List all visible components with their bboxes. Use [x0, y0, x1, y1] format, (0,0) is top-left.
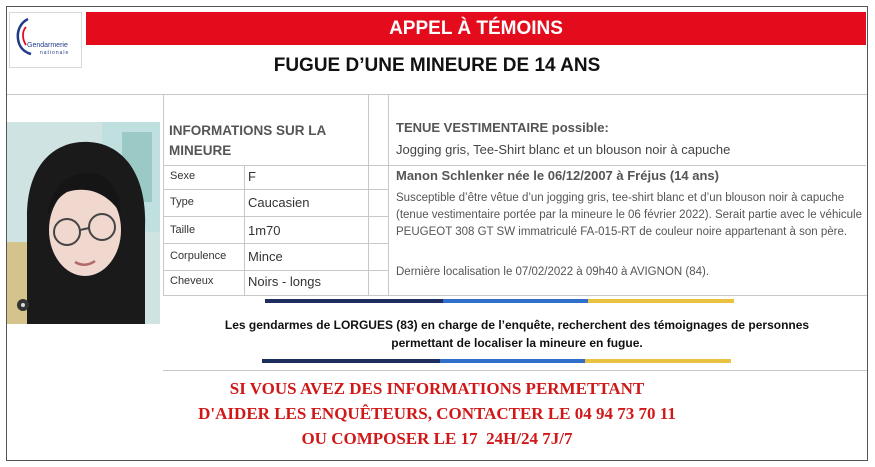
clothing-text: Jogging gris, Tee-Shirt blanc et un blouson noir à capuche [396, 142, 731, 157]
info-title-border [163, 165, 388, 166]
notice-line-2: permettant de localiser la mineure en fugue. [391, 336, 643, 350]
row-value-sexe: F [248, 169, 256, 184]
row-label-cheveux: Cheveux [170, 275, 214, 287]
row-value-cheveux: Noirs - longs [248, 274, 321, 289]
cta-line-1: SI VOUS AVEZ DES INFORMATIONS PERMETTANT [229, 379, 645, 398]
missing-person-photo [7, 122, 160, 324]
row-label-taille: Taille [170, 224, 196, 236]
table-divider-value [368, 94, 369, 296]
table-divider-spacer [388, 94, 389, 296]
page-title: FUGUE D’UNE MINEURE DE 14 ANS [273, 55, 601, 76]
gendarmerie-logo [9, 12, 82, 68]
table-top-border [7, 94, 867, 95]
cta-line-2: D'AIDER LES ENQUÊTEURS, CONTACTER LE 04 94 73 70 11 [198, 404, 676, 423]
row-border [163, 189, 388, 190]
notice-line-1: Les gendarmes de LORGUES (83) en charge de l’enquête, recherchent des témoignages de personnes [224, 318, 810, 332]
row-border [163, 270, 388, 271]
row-border [163, 243, 388, 244]
info-section-title: INFORMATIONS SUR LA MINEURE [169, 123, 326, 158]
bar-navy-bottom [262, 359, 440, 363]
call-to-action [6, 376, 868, 451]
row-value-taille: 1m70 [248, 223, 281, 238]
bar-navy-top [265, 299, 443, 303]
person-details: Susceptible d’être vêtue d’un jogging gris, tee-shirt blanc et d’un blouson noir à capuche (tenue vestimentaire portée par la mineure le 06 février 2022). Serait partie avec le véhicule PEUGEOT 308 GT SW immatriculé FA-015-RT de couleur noire appartenant à son père. [396, 192, 862, 238]
table-bottom-border [163, 295, 867, 296]
bar-gold-top [588, 299, 734, 303]
row-label-sexe: Sexe [170, 170, 196, 182]
appeal-banner: APPEL À TÉMOINS [86, 12, 866, 45]
tenue-border [388, 165, 866, 166]
row-border [163, 216, 388, 217]
cta-line-3: OU COMPOSER LE 17 24H/24 7J/7 [301, 429, 573, 448]
clothing-title: TENUE VESTIMENTAIRE possible: [396, 120, 609, 135]
investigation-notice [166, 316, 868, 352]
bar-blue-bottom [440, 359, 585, 363]
notice-bottom-border [163, 370, 867, 371]
camera-icon [17, 299, 29, 311]
bar-gold-bottom [585, 359, 731, 363]
row-label-corpulence: Corpulence [170, 250, 227, 262]
row-label-type: Type [170, 196, 194, 208]
logo-subname: nationale [40, 50, 70, 56]
row-value-corpulence: Mince [248, 249, 283, 264]
table-divider-label [244, 165, 245, 296]
table-divider-photo [163, 94, 164, 296]
bar-blue-top [443, 299, 588, 303]
last-location: Dernière localisation le 07/02/2022 à 09h40 à AVIGNON (84). [396, 266, 710, 278]
logo-name: Gendarmerie [27, 42, 68, 49]
row-value-type: Caucasien [248, 195, 310, 210]
person-identity: Manon Schlenker née le 06/12/2007 à Fréjus (14 ans) [396, 168, 719, 183]
